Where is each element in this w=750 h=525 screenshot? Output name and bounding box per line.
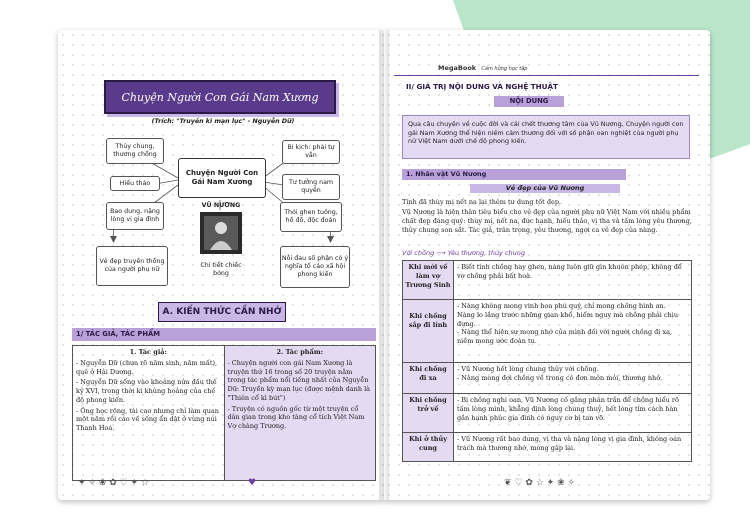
leaf-icon: ❦ ♡ ✿ ☆ ✦ ❀ ✧ <box>504 478 576 488</box>
author-work-table <box>72 345 376 481</box>
row-content-cell <box>454 433 692 462</box>
mindmap-node-right-2: Tư tưởng nam quyền <box>282 174 340 200</box>
work-heading: 2. Tác phẩm: <box>276 348 323 356</box>
row-content-cell <box>454 300 692 363</box>
row-line: - Vũ Nương rất bao dung, vị tha và nặng lòng vị gia đình, không oán trách mà thương nhớ, mong gặp lại. <box>457 435 682 452</box>
work-line-2: - Truyện có nguồn gốc từ một truyện cổ dân gian trong kho tàng cổ tích Việt Nam Vợ chàng Trương. <box>227 404 365 431</box>
mindmap-center: Chuyện Người Con Gái Nam Xương <box>178 158 266 198</box>
arrow-right-icon: ⟶ <box>436 249 448 257</box>
author-line-1: - Nguyễn Dữ (chưa rõ năm sinh, năm mất), quê ở Hải Dương. <box>76 358 218 376</box>
item-1-bar <box>402 169 626 180</box>
row-label-cell <box>403 300 454 363</box>
shadow-illustration <box>200 212 242 254</box>
row-label: Khi ở thủy cung <box>409 435 447 452</box>
left-page <box>58 30 384 500</box>
mindmap-node-left-2: Hiếu thảo <box>110 176 160 191</box>
character-name: VŨ NƯƠNG <box>201 202 241 209</box>
row-label: Khi chồng sắp đi lính <box>408 312 448 329</box>
mindmap-node-left-1: Thủy chung, thương chồng <box>106 138 164 164</box>
with-husband-value: Yêu thương, thủy chung <box>447 249 526 257</box>
table-row <box>403 300 692 363</box>
row-label: Khi chồng trở về <box>409 396 447 413</box>
work-cell <box>224 346 376 481</box>
row-content-cell <box>454 261 692 300</box>
brand-logo <box>438 64 527 72</box>
with-husband-label: Với chồng <box>402 249 435 257</box>
brand-name: MegaBook <box>438 64 477 72</box>
author-heading: 1. Tác giả: <box>129 348 167 356</box>
row-content-cell <box>454 363 692 394</box>
row-label: Khi mới về làm vợ Trương Sinh <box>405 263 451 289</box>
page-title: Chuyện Người Con Gái Nam Xương <box>121 90 319 104</box>
row-label-cell <box>403 394 454 433</box>
author-line-2: - Nguyễn Dữ sống vào khoảng nửa đầu thế kỷ XVI, trong thời kì khủng hoảng của chế độ phong kiến. <box>76 378 217 404</box>
section-1-title: 1/ TÁC GIẢ, TÁC PHẨM <box>76 330 161 338</box>
header-rule <box>394 75 699 76</box>
mindmap-node-right-1: Bi kịch: phải tự vẫn <box>282 140 340 164</box>
behaviour-table <box>402 260 692 462</box>
heart-icon: ♥ <box>248 478 257 488</box>
paragraph-1: Tính đã thùy mị nết na lại thêm tư dung tốt đẹp. <box>402 198 562 206</box>
beauty-heading: Vẻ đẹp của Vũ Nương <box>470 184 620 193</box>
table-row <box>403 394 692 433</box>
row-label-cell <box>403 261 454 300</box>
sparkle-icon: ✦ ✧ ❀ ✿ ♡ ✦ ☆ <box>78 478 150 488</box>
intro-box <box>402 115 690 159</box>
mindmap-node-left-3: Bao dung, nặng lòng vị gia đình <box>106 202 164 230</box>
mindmap-node-right-4: Nỗi đau số phận có ý nghĩa tố cáo xã hội phong kiến <box>280 246 350 288</box>
table-row <box>403 433 692 462</box>
open-book <box>40 18 720 513</box>
paragraph-2: Vũ Nương là hiện thân tiêu biểu cho vẻ đẹp của người phụ nữ Việt Nam với nhiều phẩm chất đẹp đáng quý: thùy mị, nết na, đức hạnh, hiếu thảo, vị tha và tấm lòng yêu thương, thủy chung son sắt. Tác giả, trân trọng, yêu thương, ngợi ca vẻ đẹp của nàng. <box>402 208 692 234</box>
mindmap-node-left-4: Vẻ đẹp truyền thống của người phụ nữ <box>96 246 168 286</box>
noi-dung-label: NỘI DUNG <box>494 96 564 107</box>
subtitle: (Trích: "Truyền kì mạn lục" - Nguyễn Dữ) <box>151 118 295 125</box>
mindmap-node-right-3: Thói ghen tuông, hồ đồ, độc đoán <box>280 202 342 232</box>
book-spine <box>379 30 389 500</box>
row-line: - Nàng không mong vinh hoa phú quý, chỉ mong chồng bình an. <box>457 302 666 310</box>
author-cell <box>73 346 225 481</box>
section-a-banner <box>158 302 286 322</box>
with-husband-row <box>402 249 525 257</box>
row-content-cell <box>454 394 692 433</box>
intro-text: Qua câu chuyện về cuộc đời và cái chết thương tâm của Vũ Nương, Chuyện người con gái Nam Xương thể hiện niềm cảm thương đối với số phận oan nghiệt của người phụ nữ Việt Nam dưới chế độ phong kiến. <box>408 120 684 146</box>
row-label-cell <box>403 363 454 394</box>
row-label: Khi chồng đi xa <box>409 365 447 382</box>
row-line: Nàng lo lắng trước những gian khổ, hiểm nguy mà chồng phải chịu đựng. <box>457 310 679 328</box>
section-2-title: II/ GIÁ TRỊ NỘI DUNG VÀ NGHỆ THUẬT <box>406 82 558 91</box>
row-line: - Bị chồng nghi oan, Vũ Nương cố gắng phân trần để chồng hiểu rõ tấm lòng mình, khẳng định lòng chung thuỷ, hết lòng tìm cách hàn gắn hạnh phúc gia đình có nguy cơ bị tan vỡ. <box>457 396 679 422</box>
section-1-bar <box>72 328 376 341</box>
row-line: - Vũ Nương hết lòng chung thủy với chồng. <box>457 365 599 373</box>
table-row <box>403 261 692 300</box>
author-line-3: - Ông học rộng, tài cao nhưng chỉ làm quan một năm rồi cáo về sống ẩn dật ở vùng núi Thanh Hoá. <box>76 406 219 433</box>
row-line: - Nàng mong đợi chồng về trong cô đơn mòn mỏi, thương nhớ. <box>457 373 663 382</box>
row-line: - Biết tính chồng hay ghen, nàng luôn giữ gìn khuôn phép, không để vợ chồng phải bất hoà. <box>457 263 682 280</box>
item-1-title: 1. Nhân vật Vũ Nương <box>406 170 487 178</box>
section-a-title: A. KIẾN THỨC CẦN NHỚ <box>162 307 282 317</box>
detail-label: Chi tiết chiếc bóng <box>200 262 242 277</box>
work-line-1: - Chuyện người con gái Nam Xương là truyện thứ 16 trong số 20 truyện nằm trong tác phẩm nổi tiếng nhất của Nguyễn Dữ: Truyền kỳ mạn lục (được mệnh danh là "Thiên cổ kì bút") <box>227 358 371 402</box>
row-line: - Nàng thể hiện sự mong nhớ của mình đối với người chồng đi xa, niềm mong ước đoàn tụ. <box>457 328 673 346</box>
table-row <box>403 363 692 394</box>
right-page <box>384 30 710 500</box>
brand-tagline: Cảm hứng học tập <box>481 66 528 72</box>
row-label-cell <box>403 433 454 462</box>
